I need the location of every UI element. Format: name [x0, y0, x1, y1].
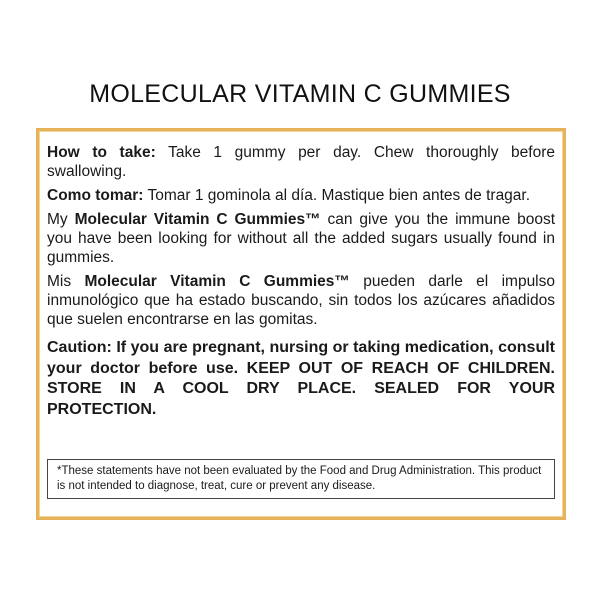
description-es-product: Molecular Vitamin C Gummies™: [84, 273, 350, 290]
how-to-take: [47, 143, 555, 181]
description-en: [47, 210, 555, 267]
description-en-product: Molecular Vitamin C Gummies™: [74, 211, 321, 228]
como-tomar-text: Tomar 1 gominola al día. Mastique bien antes de tragar.: [143, 187, 531, 204]
how-to-take-text: Take 1 gummy per day. Chew thoroughly before swallowing.: [47, 144, 555, 180]
fda-disclaimer: *These statements have not been evaluated by the Food and Drug Administration. This product is not intended to diagnose, treat, cure or prevent any disease.: [47, 459, 555, 499]
description-es-prefix: Mis: [47, 273, 85, 290]
description-es: [47, 272, 555, 329]
como-tomar: [47, 186, 555, 205]
description-en-prefix: My: [47, 211, 75, 228]
label-frame: [36, 128, 566, 520]
description-es-text: pueden darle el impulso inmunológico que ha estado buscando, sin todos los azúcares añadidos que suelen encontrarse en las gomitas.: [47, 273, 555, 328]
label-title: MOLECULAR VITAMIN C GUMMIES: [89, 80, 511, 108]
description-en-text: can give you the immune boost you have been looking for without all the added sugars usually found in gummies.: [47, 211, 556, 266]
caution-text: Caution: If you are pregnant, nursing or taking medication, consult your doctor before use. KEEP OUT OF REACH OF CHILDREN. STORE IN A COOL DRY PLACE. SEALED FOR YOUR PROTECTION.: [47, 339, 555, 418]
label-content: [47, 143, 555, 420]
how-to-take-label: How to take:: [47, 144, 156, 161]
como-tomar-label: Como tomar:: [47, 187, 144, 204]
